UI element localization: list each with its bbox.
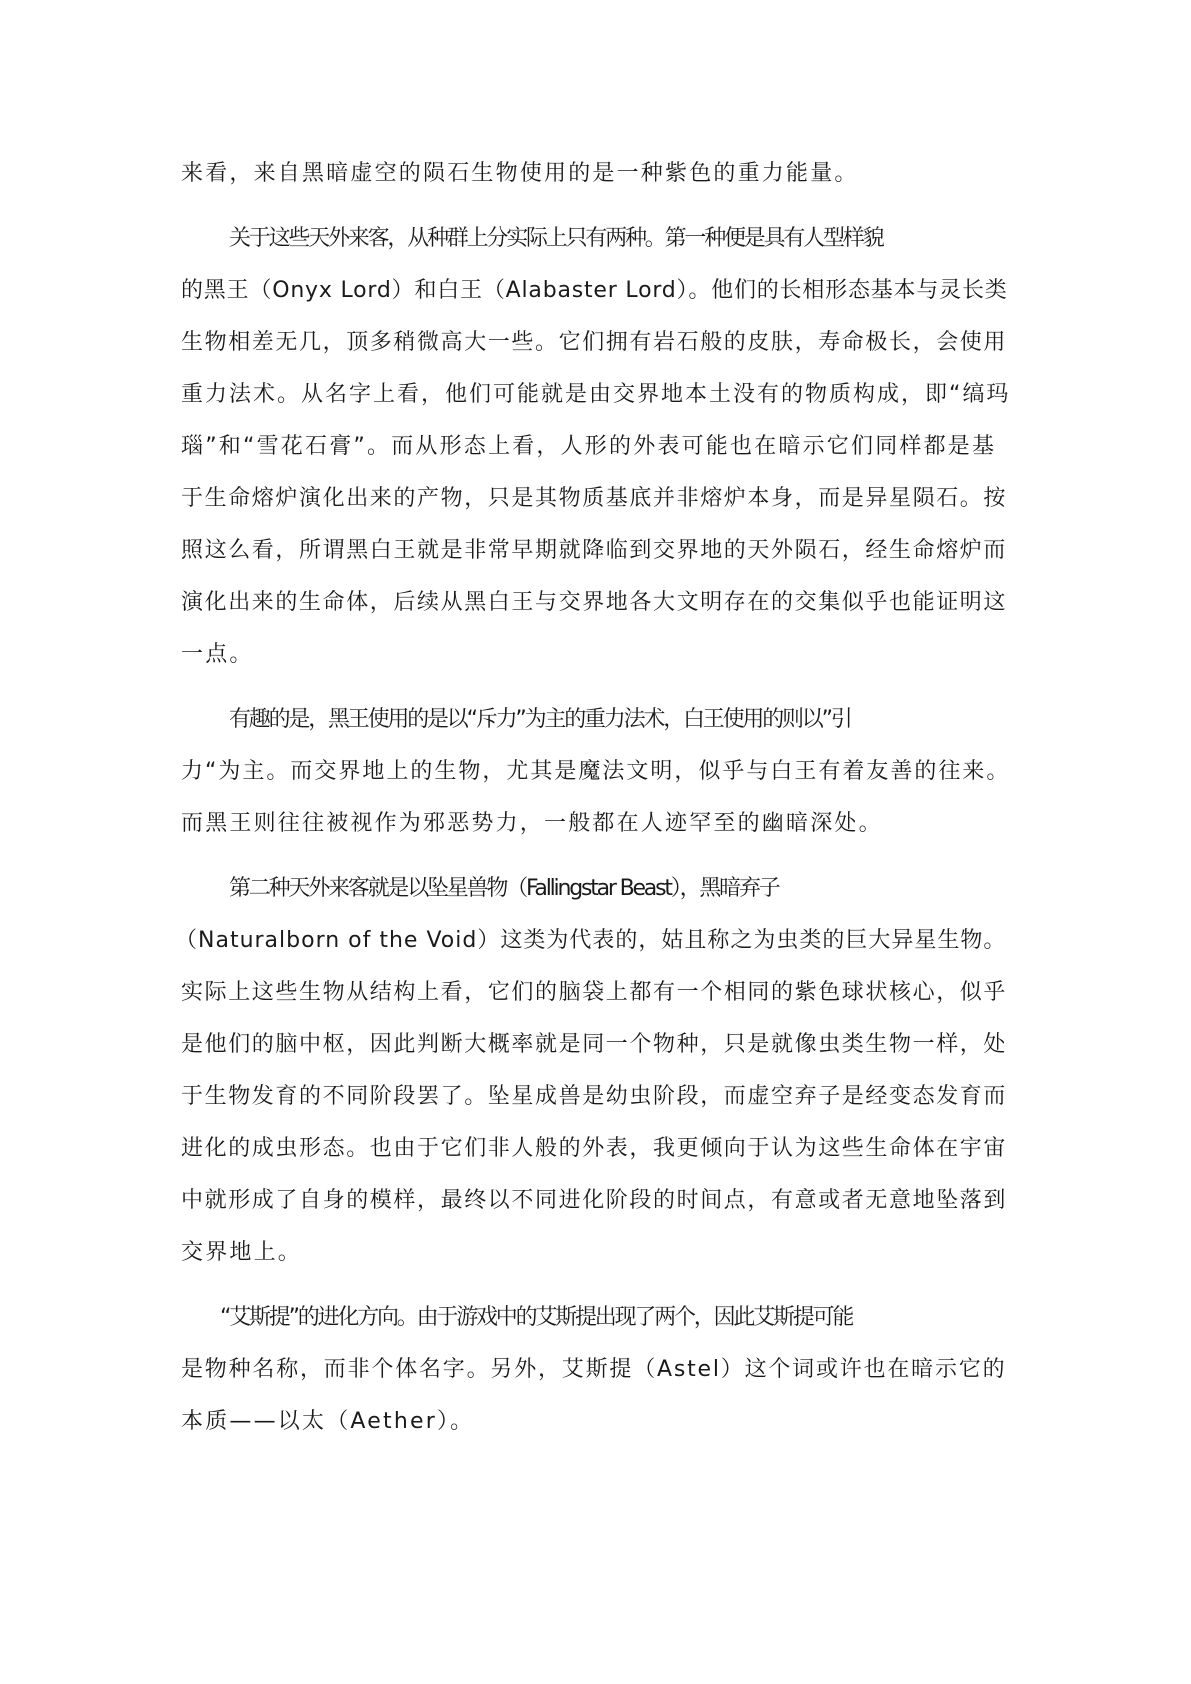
text-line-17: 是他们的脑中枢，因此判断大概率就是同一个物种，只是就像虫类生物一样，处 xyxy=(181,1032,1008,1057)
text-line-13: 而黑王则往往被视作为邪恶势力，一般都在人迹罕至的幽暗深处。 xyxy=(181,811,883,836)
text-line-24: 本质——以太（Aether）。 xyxy=(181,1409,475,1434)
text-line-4: 生物相差无几，顶多稍微高大一些。它们拥有岩石般的皮肤，寿命极长，会使用 xyxy=(181,330,1008,355)
text-line-11: 有趣的是，黑王使用的是以“斥力”为主的重力法术，白王使用的则以”引 xyxy=(229,707,851,732)
text-line-19: 进化的成虫形态。也由于它们非人般的外表，我更倾向于认为这些生命体在宇宙 xyxy=(181,1136,1008,1161)
text-line-1: 来看，来自黑暗虚空的陨石生物使用的是一种紫色的重力能量。 xyxy=(181,161,859,186)
text-line-14: 第二种天外来客就是以坠星兽物（Fallingstar Beast），黑暗弃子 xyxy=(229,876,779,901)
text-line-7: 于生命熔炉演化出来的产物，只是其物质基底并非熔炉本身，而是异星陨石。按 xyxy=(181,486,1008,511)
text-line-18: 于生物发育的不同阶段罢了。坠星成兽是幼虫阶段，而虚空弃子是经变态发育而 xyxy=(181,1084,1008,1109)
text-line-2: 关于这些天外来客，从种群上分实际上只有两种。第一种便是具有人型样貌 xyxy=(229,226,883,251)
text-line-20: 中就形成了自身的模样，最终以不同进化阶段的时间点，有意或者无意地坠落到 xyxy=(181,1188,1008,1213)
text-line-8: 照这么看，所谓黑白王就是非常早期就降临到交界地的天外陨石，经生命熔炉而 xyxy=(181,538,1008,563)
text-line-5: 重力法术。从名字上看，他们可能就是由交界地本土没有的物质构成，即“缟玛 xyxy=(181,382,1011,407)
text-line-10: 一点。 xyxy=(181,642,254,667)
text-line-6: 瑙”和“雪花石膏”。而从形态上看，人形的外表可能也在暗示它们同样都是基 xyxy=(181,434,997,459)
text-line-21: 交界地上。 xyxy=(181,1240,303,1265)
text-line-9: 演化出来的生命体，后续从黑白王与交界地各大文明存在的交集似乎也能证明这 xyxy=(181,590,1008,615)
text-line-15: （Naturalborn of the Void）这类为代表的，姑且称之为虫类的巨大异星生物。 xyxy=(175,928,1007,953)
text-line-12: 力“为主。而交界地上的生物，尤其是魔法文明，似乎与白王有着友善的往来。 xyxy=(181,759,1011,784)
text-line-16: 实际上这些生物从结构上看，它们的脑袋上都有一个相同的紫色球状核心，似乎 xyxy=(181,980,1008,1005)
text-line-23: 是物种名称，而非个体名字。另外，艾斯提（Astel）这个词或许也在暗示它的 xyxy=(181,1357,1007,1382)
text-line-22: “艾斯提”的进化方向。由于游戏中的艾斯提出现了两个，因此艾斯提可能 xyxy=(220,1305,853,1330)
text-line-3: 的黑王（Onyx Lord）和白王（Alabaster Lord）。他们的长相形态基本与灵长类 xyxy=(181,278,1008,303)
